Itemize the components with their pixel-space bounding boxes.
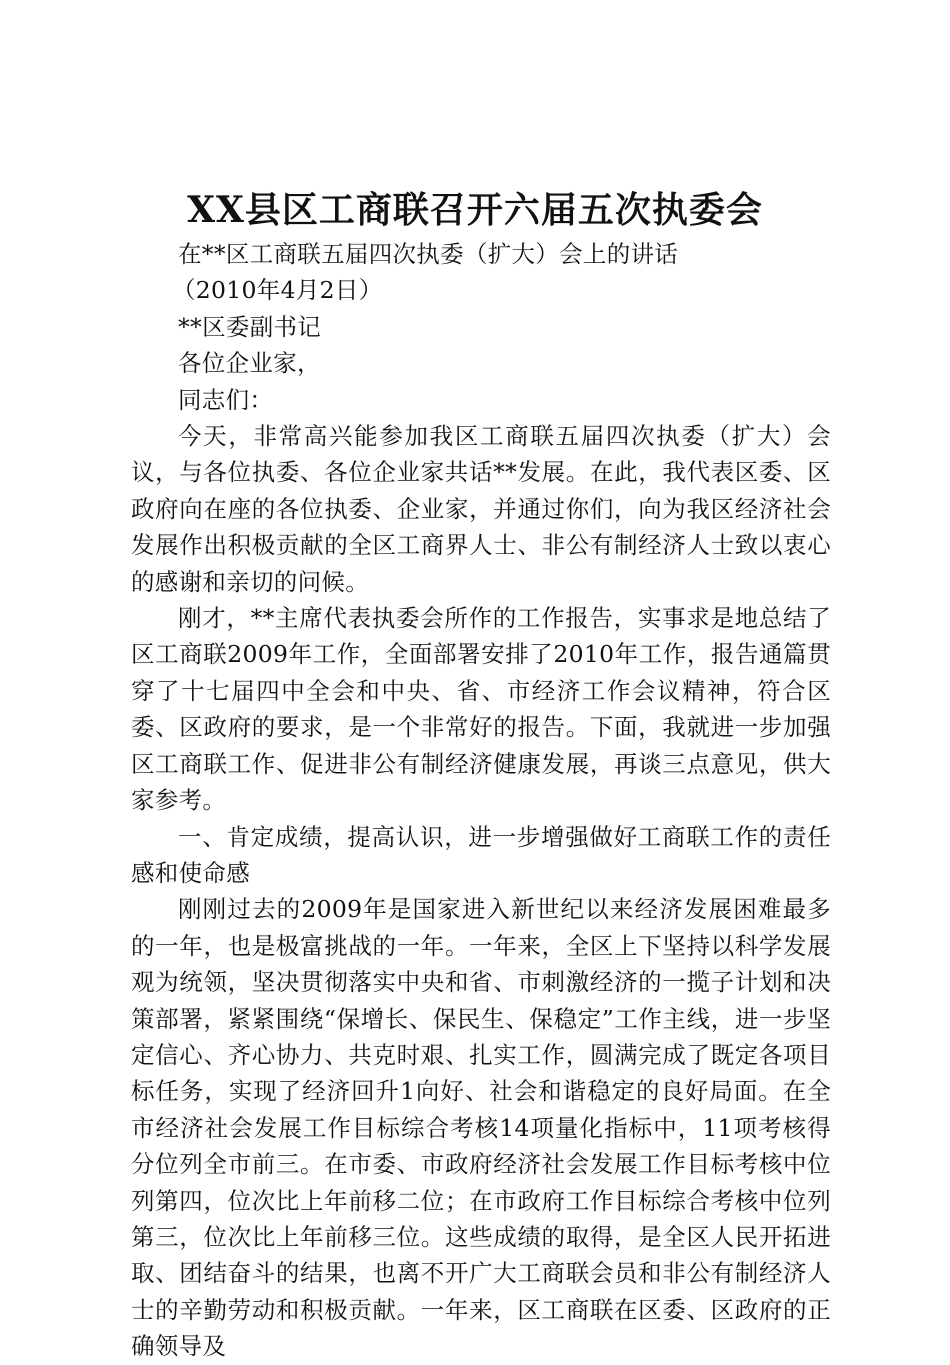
salutation-entrepreneurs: 各位企业家，	[178, 349, 321, 378]
paragraph-report-review: 刚才，**主席代表执委会所作的工作报告，实事求是地总结了区工商联2009年工作，全面部署安排了2010年工作，报告通篇贯穿了十七届四中全会和中央、省、市经济工作会议精神，符合区委、区政府的要求，是一个非常好的报告。下面，我就进一步加强区工商联工作、促进非公有制经济健康发展，再谈三点意见，供大家参考。	[131, 604, 831, 815]
document-title: XX县区工商联召开六届五次执委会	[187, 189, 763, 231]
salutation-comrades: 同志们：	[178, 385, 274, 414]
speech-heading: 在**区工商联五届四次执委（扩大）会上的讲话	[178, 240, 679, 268]
paragraph-opening: 今天，非常高兴能参加我区工商联五届四次执委（扩大）会议，与各位执委、各位企业家共话**发展。在此，我代表区委、区政府向在座的各位执委、企业家，并通过你们，向为我区经济社会发展作出积极贡献的全区工商界人士、非公有制经济人士致以衷心的感谢和亲切的问候。	[131, 422, 831, 596]
section-heading-one: 一、肯定成绩，提高认识，进一步增强做好工商联工作的责任感和使命感	[131, 822, 831, 887]
speech-date: （2010年4月2日）	[172, 276, 383, 305]
paragraph-achievements: 刚刚过去的2009年是国家进入新世纪以来经济发展困难最多的一年，也是极富挑战的一年。一年来，全区上下坚持以科学发展观为统领，坚决贯彻落实中央和省、市刺激经济的一揽子计划和决策部署，紧紧围绕“保增长、保民生、保稳定”工作主线，进一步坚定信心、齐心协力、共克时艰、扎实工作，圆满完成了既定各项目标任务，实现了经济回升1向好、社会和谐稳定的良好局面。在全市经济社会发展工作目标综合考核14项量化指标中，11项考核得分位列全市前三。在市委、市政府经济社会发展工作目标考核中位列第四，位次比上年前移二位；在市政府工作目标综合考核中位列第三，位次比上年前移三位。这些成绩的取得，是全区人民开拓进取、团结奋斗的结果，也离不开广大工商联会员和非公有制经济人士的辛勤劳动和积极贡献。一年来，区工商联在区委、区政府的正确领导及	[131, 895, 831, 1361]
document-body	[131, 236, 831, 1365]
speaker-title: **区委副书记	[178, 312, 322, 341]
